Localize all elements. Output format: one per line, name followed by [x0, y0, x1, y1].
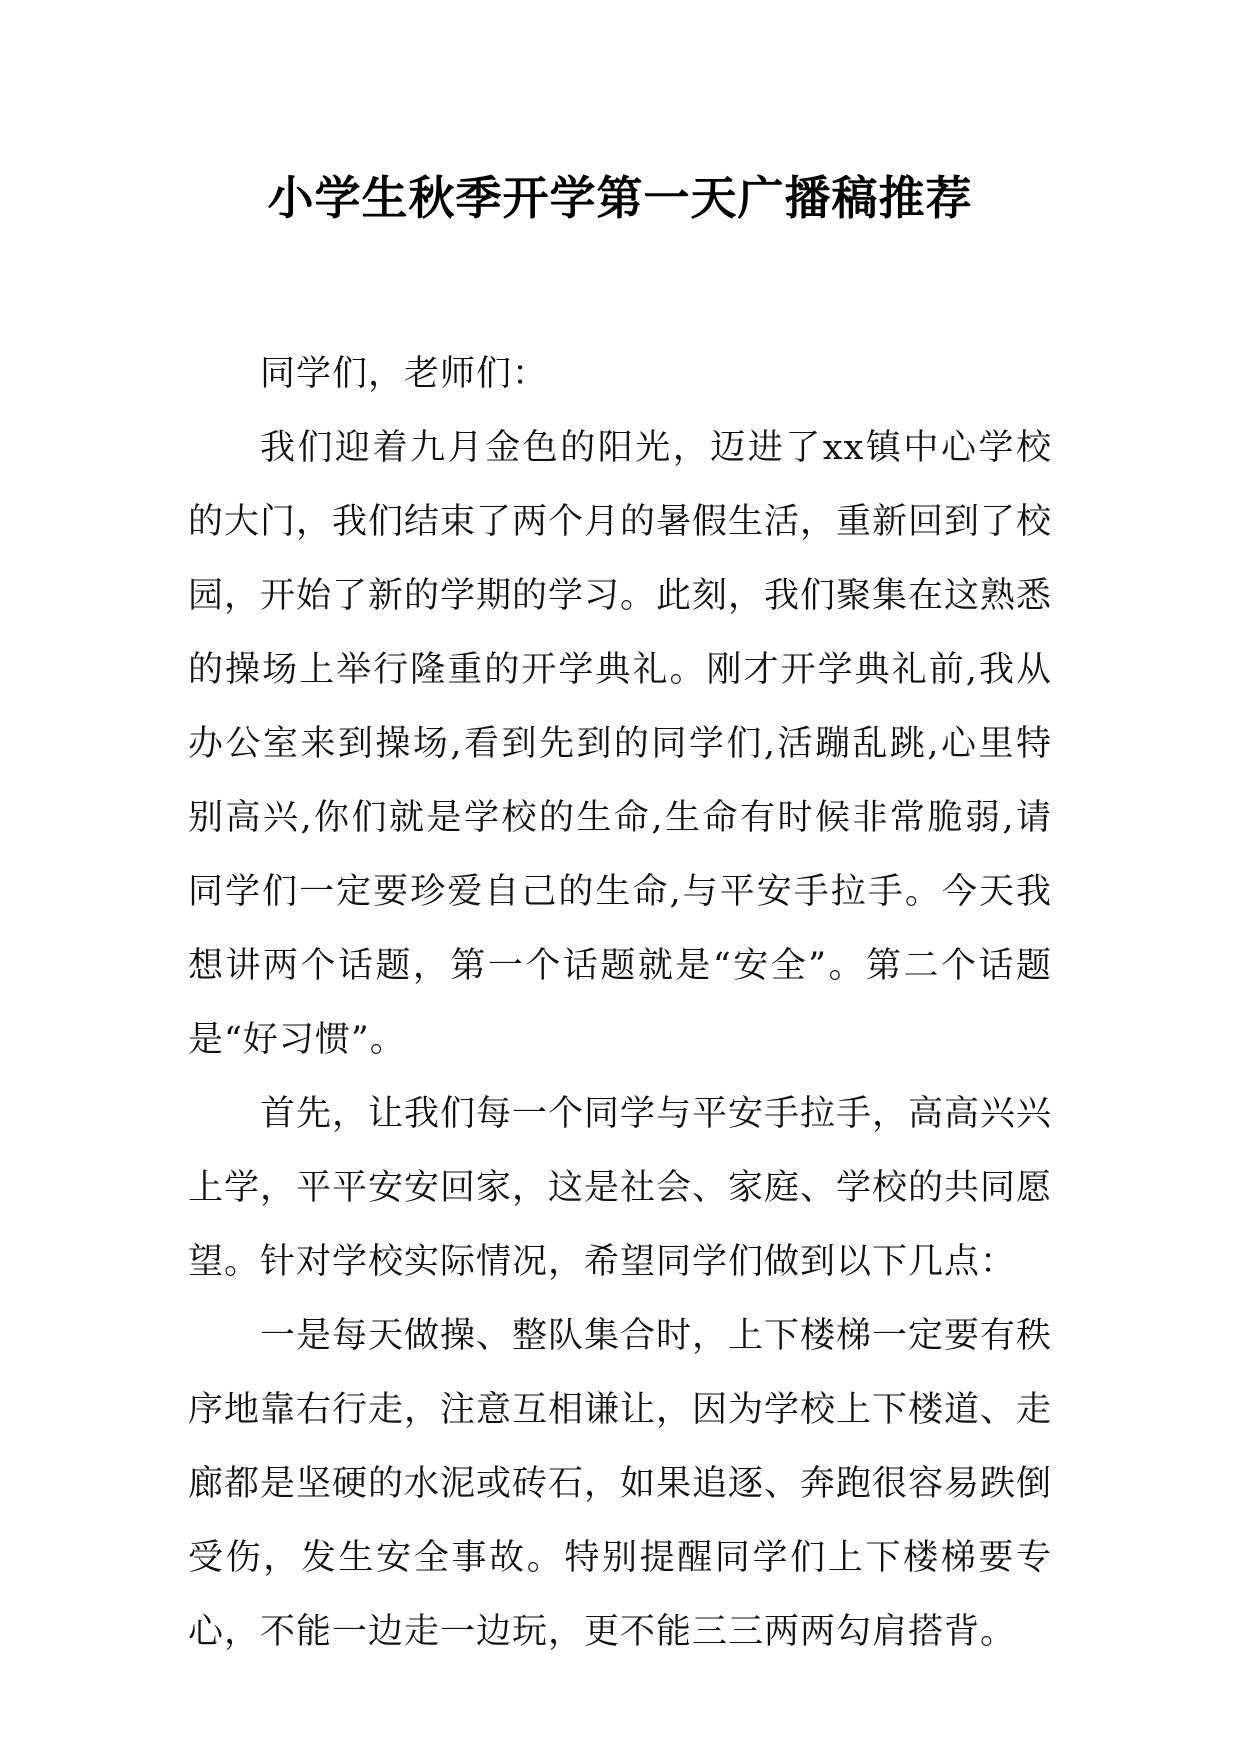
- paragraph-greeting: 同学们，老师们：: [260, 354, 549, 394]
- paragraph-opening: 我们迎着九月金色的阳光，迈进了xx镇中心学校的大门，我们结束了两个月的暑假生活，重新回到了校园，开始了新的学期的学习。此刻，我们聚集在这熟悉的操场上举行隆重的开学典礼。刚才开学典礼前,我从办公室来到操场,看到先到的同学们,活蹦乱跳,心里特别高兴,你们就是学校的生命,生命有时候非常脆弱,请同学们一定要珍爱自己的生命,与平安手拉手。今天我想讲两个话题，第一个话题就是“安全”。第二个话题是“好习惯”。: [188, 428, 1053, 1060]
- document-body: [188, 337, 1052, 1669]
- document-title: 小学生秋季开学第一天广播稿推荐: [267, 171, 973, 225]
- paragraph-point-one: 一是每天做操、整队集合时，上下楼梯一定要有秩序地靠右行走，注意互相谦让，因为学校上下楼道、走廊都是坚硬的水泥或砖石，如果追逐、奔跑很容易跌倒受伤，发生安全事故。特别提醒同学们上下楼梯要专心，不能一边走一边玩，更不能三三两两勾肩搭背。: [188, 1316, 1053, 1652]
- paragraph-safety-intro: 首先，让我们每一个同学与平安手拉手，高高兴兴上学，平平安安回家，这是社会、家庭、学校的共同愿望。针对学校实际情况，希望同学们做到以下几点：: [188, 1094, 1053, 1282]
